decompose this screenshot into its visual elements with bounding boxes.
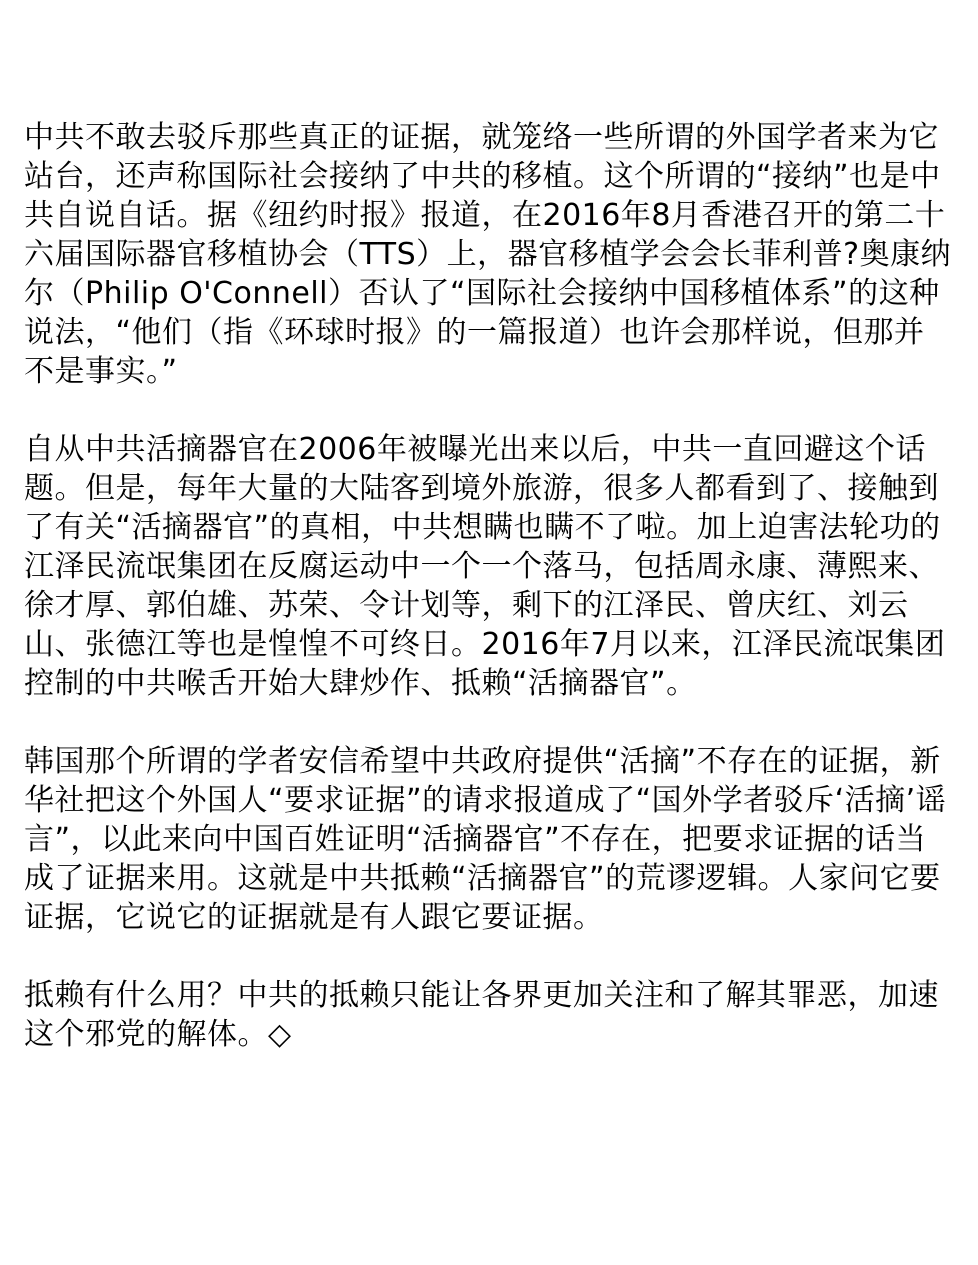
article-body [24,118,954,1054]
paragraph-1: 中共不敢去驳斥那些真正的证据，就笼络一些所谓的外国学者来为它站台，还声称国际社会接纳了中共的移植。这个所谓的“接纳”也是中共自说自话。据《纽约时报》报道，在2016年8月香港召开的第二十六届国际器官移植协会（TTS）上，器官移植学会会长菲利普?奥康纳尔（Philip O'Connell）否认了“国际社会接纳中国移植体系”的这种说法，“他们（指《环球时报》的一篇报道）也许会那样说，但那并不是事实。” [24,120,952,389]
paragraph-2: 自从中共活摘器官在2006年被曝光出来以后，中共一直回避这个话题。但是，每年大量的大陆客到境外旅游，很多人都看到了、接触到了有关“活摘器官”的真相，中共想瞒也瞒不了啦。加上迫害法轮功的江泽民流氓集团在反腐运动中一个一个落马，包括周永康、薄熙来、徐才厚、郭伯雄、苏荣、令计划等，剩下的江泽民、曾庆红、刘云山、张德江等也是惶惶不可终日。2016年7月以来，江泽民流氓集团控制的中共喉舌开始大肆炒作、抵赖“活摘器官”。 [24,432,946,701]
paragraph-4: 抵赖有什么用？中共的抵赖只能让各界更加关注和了解其罪恶，加速这个邪党的解体。◇ [24,978,939,1052]
paragraph-3: 韩国那个所谓的学者安信希望中共政府提供“活摘”不存在的证据，新华社把这个外国人“要求证据”的请求报道成了“国外学者驳斥‘活摘’谣言”，以此来向中国百姓证明“活摘器官”不存在，把要求证据的话当成了证据来用。这就是中共抵赖“活摘器官”的荒谬逻辑。人家问它要证据，它说它的证据就是有人跟它要证据。 [24,744,947,935]
